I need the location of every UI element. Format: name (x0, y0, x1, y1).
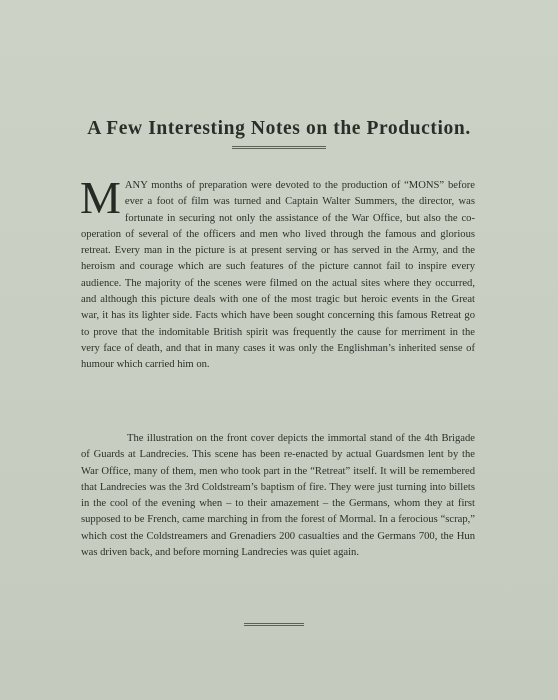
end-divider (244, 623, 304, 626)
paragraph-intro (80, 172, 475, 374)
paragraph-intro-text: ANY months of preparation were devoted to the production of “MONS” before ever a foot of film was turned and Captain Walter Summers, the director, was fortunate in securing not only the assistance of the War Office, but also the co-operation of several of the officers and men who lived through the famous and glorious retreat. Every man in the picture is at present serving or has served in the Army, and the heroism and courage which are such features of the picture cannot fail to inspire every audience. The majority of the scenes were filmed on the actual sites where they occurred, and although this picture deals with one of the most tragic but heroic events in the Great war, it has its lighter side. Facts which have been sought concerning this famous Retreat go to prove that the indomitable British spirit was frequently the cause for merriment in the very face of death, and that in many cases it was only the Englishman’s inherited sense of humour which carried him on. (81, 180, 475, 371)
page-title: A Few Interesting Notes on the Production. (87, 118, 471, 139)
drop-cap: M (80, 172, 121, 223)
title-underline-divider (232, 146, 326, 149)
paragraph-illustration: The illustration on the front cover depicts the immortal stand of the 4th Brigade of Guards at Landrecies. This scene has been re-enacted by actual Guardsmen lent by the War Office, many of them, men who took part in the “Retreat” itself. It will be remembered that Landrecies was the 3rd Coldstream’s baptism of fire. They were just turning into billets in the cool of the evening when – to their amazement – the Germans, whom they at first supposed to be French, came marching in from the forest of Mormal. In a ferocious “scrap,” which cost the Coldstreamers and Grenadiers 200 casualties and the Germans 700, the Hun was driven back, and before morning Landrecies was quiet again. (81, 433, 475, 559)
